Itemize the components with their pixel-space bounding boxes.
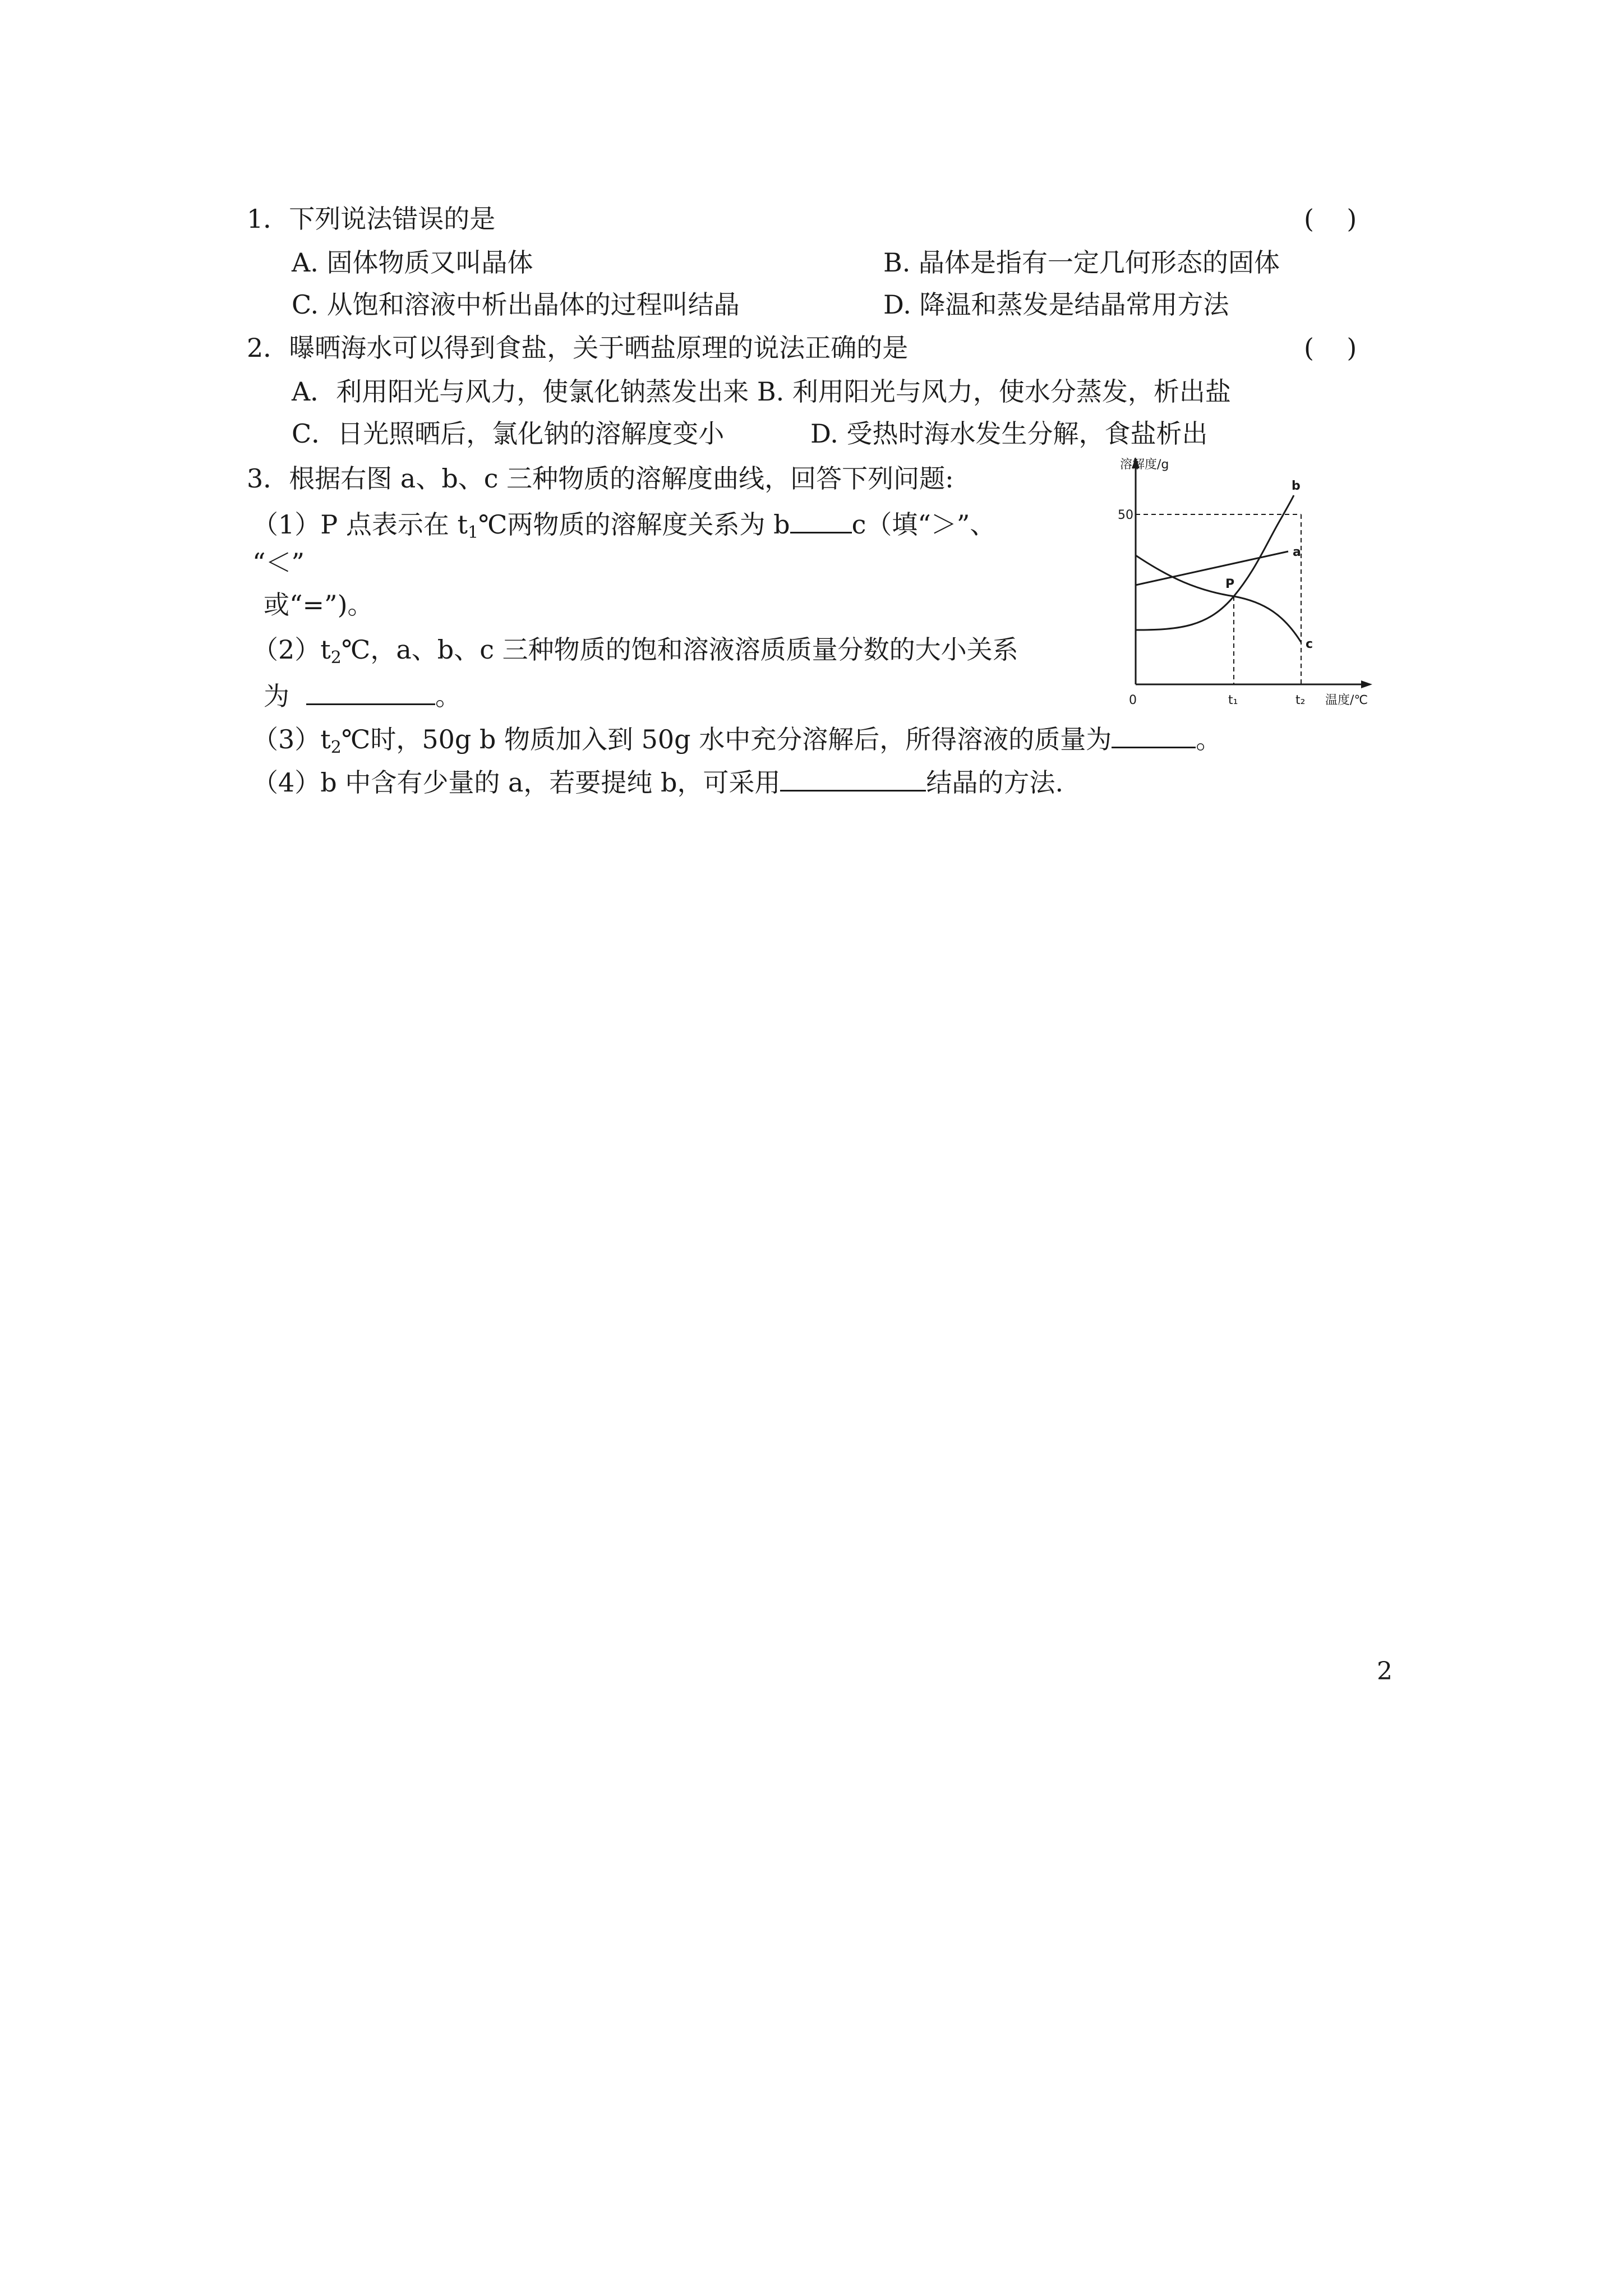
q3-sub3: $(3)t_2℃$时，50g b 物质加入到 50g 水中充分溶解后，所得溶液的质量为 。	[252, 721, 1221, 763]
q2-option-c: C．日光照晒后，氯化钠的溶解度变小	[292, 418, 725, 449]
q3-sub1: （1）P 点表示在 $t_1℃$两物质的溶解度关系为 b c（填“＞”、	[252, 506, 995, 549]
y-axis-label: 溶解度/g	[1120, 458, 1169, 472]
x-axis-arrow	[1361, 680, 1372, 688]
q2-option-ab: A．利用阳光与风力，使氯化钠蒸发出来 B. 利用阳光与风力，使水分蒸发，析出盐	[292, 376, 1231, 407]
q1-stem: 1．下列说法错误的是	[247, 204, 496, 234]
q3-sub3-blank[interactable]	[1112, 721, 1196, 748]
q3-sub2: $(2)t_2℃$，a、b、c 三种物质的饱和溶液溶质质量分数的大小关系	[252, 634, 1018, 668]
q1-option-a: A. 固体物质又叫晶体	[292, 247, 533, 278]
q3-sub2-line2: 为 。	[264, 678, 461, 712]
solubility-chart	[1113, 452, 1388, 707]
q3-sub2-blank[interactable]	[306, 678, 435, 705]
q3-sub1-line3: 或“=”)。	[264, 590, 374, 620]
q1-answer-paren: ( )	[1304, 204, 1357, 234]
x-tick-t1: t₁	[1228, 693, 1238, 707]
q1-option-b: B. 晶体是指有一定几何形态的固体	[883, 247, 1280, 278]
q2-option-d: D. 受热时海水发生分解，食盐析出	[810, 418, 1208, 449]
x-tick-0: 0	[1129, 693, 1137, 707]
series-c-label: c	[1306, 637, 1313, 651]
q3-sub1-blank[interactable]	[790, 506, 852, 533]
q1-option-d: D. 降温和蒸发是结晶常用方法	[883, 289, 1229, 320]
q1-option-c: C. 从饱和溶液中析出晶体的过程叫结晶	[292, 289, 740, 320]
q3-stem: 3．根据右图 a、b、c 三种物质的溶解度曲线，回答下列问题:	[247, 463, 954, 494]
q2-stem: 2．曝晒海水可以得到食盐，关于晒盐原理的说法正确的是	[247, 333, 909, 363]
x-axis-label: 温度/℃	[1325, 693, 1368, 707]
q3-sub1-line2: “＜”	[252, 547, 305, 578]
point-p-label: P	[1225, 577, 1235, 591]
q3-sub4-blank[interactable]	[780, 764, 926, 792]
page-number: 2	[1377, 1657, 1393, 1686]
series-a-label: a	[1293, 545, 1301, 559]
y-tick-50: 50	[1118, 508, 1133, 522]
series-a-line	[1136, 551, 1288, 585]
x-tick-t2: t₂	[1295, 693, 1306, 707]
q2-answer-paren: ( )	[1304, 333, 1357, 363]
q3-sub4: （4）b 中含有少量的 a，若要提纯 b，可采用 结晶的方法.	[252, 764, 1063, 798]
series-b-label: b	[1292, 479, 1301, 493]
